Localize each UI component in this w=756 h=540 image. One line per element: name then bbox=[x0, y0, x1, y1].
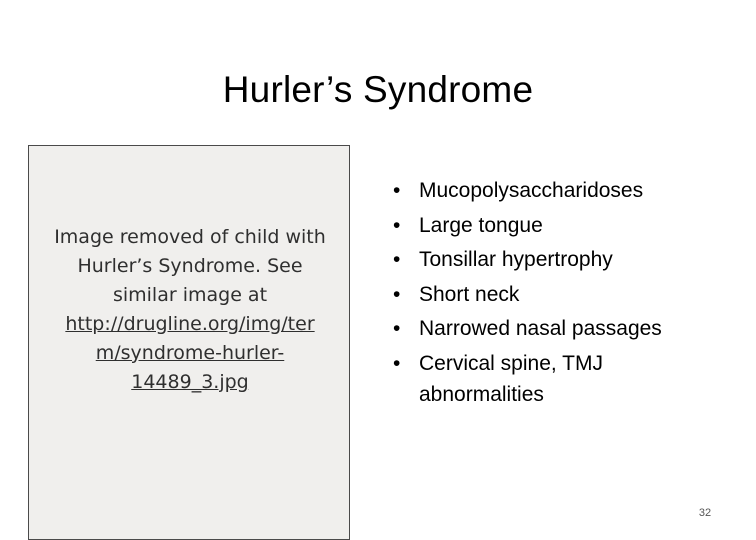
image-link-line-3[interactable]: 14489_3.jpg bbox=[131, 371, 249, 393]
bullet-item bbox=[393, 209, 736, 244]
image-link-line-1[interactable]: http://drugline.org/img/ter bbox=[65, 313, 315, 335]
slide-title: Hurler’s Syndrome bbox=[222, 69, 534, 110]
bullet-text: Mucopolysaccharidoses bbox=[419, 179, 644, 202]
image-removed-notice bbox=[29, 223, 351, 397]
bullet-item bbox=[393, 243, 736, 278]
notice-line-2: Hurler’s Syndrome. See bbox=[77, 255, 303, 277]
bullet-text-line-2: abnormalities bbox=[419, 383, 544, 406]
bullet-item bbox=[393, 347, 736, 410]
bullet-icon: • bbox=[393, 282, 401, 306]
bullet-icon: • bbox=[393, 351, 401, 375]
page-number: 32 bbox=[698, 507, 712, 519]
bullet-icon: • bbox=[393, 179, 401, 202]
symptom-bullet-list bbox=[393, 174, 736, 409]
bullet-item bbox=[393, 312, 736, 347]
bullet-text: Narrowed nasal passages bbox=[419, 317, 662, 340]
bullet-item bbox=[393, 174, 736, 209]
notice-line-1: Image removed of child with bbox=[54, 226, 326, 248]
bullet-text: Short neck bbox=[419, 282, 520, 306]
bullet-text-line-1: Cervical spine, TMJ bbox=[419, 351, 603, 375]
bullet-icon: • bbox=[393, 317, 401, 340]
bullet-icon: • bbox=[393, 248, 401, 271]
image-placeholder-box bbox=[28, 145, 350, 540]
bullet-item bbox=[393, 278, 736, 313]
image-link-line-2[interactable]: m/syndrome-hurler- bbox=[95, 342, 285, 364]
bullet-text: Tonsillar hypertrophy bbox=[419, 248, 613, 271]
bullet-icon: • bbox=[393, 213, 401, 237]
notice-line-3: similar image at bbox=[112, 284, 268, 306]
bullet-text: Large tongue bbox=[419, 213, 543, 237]
